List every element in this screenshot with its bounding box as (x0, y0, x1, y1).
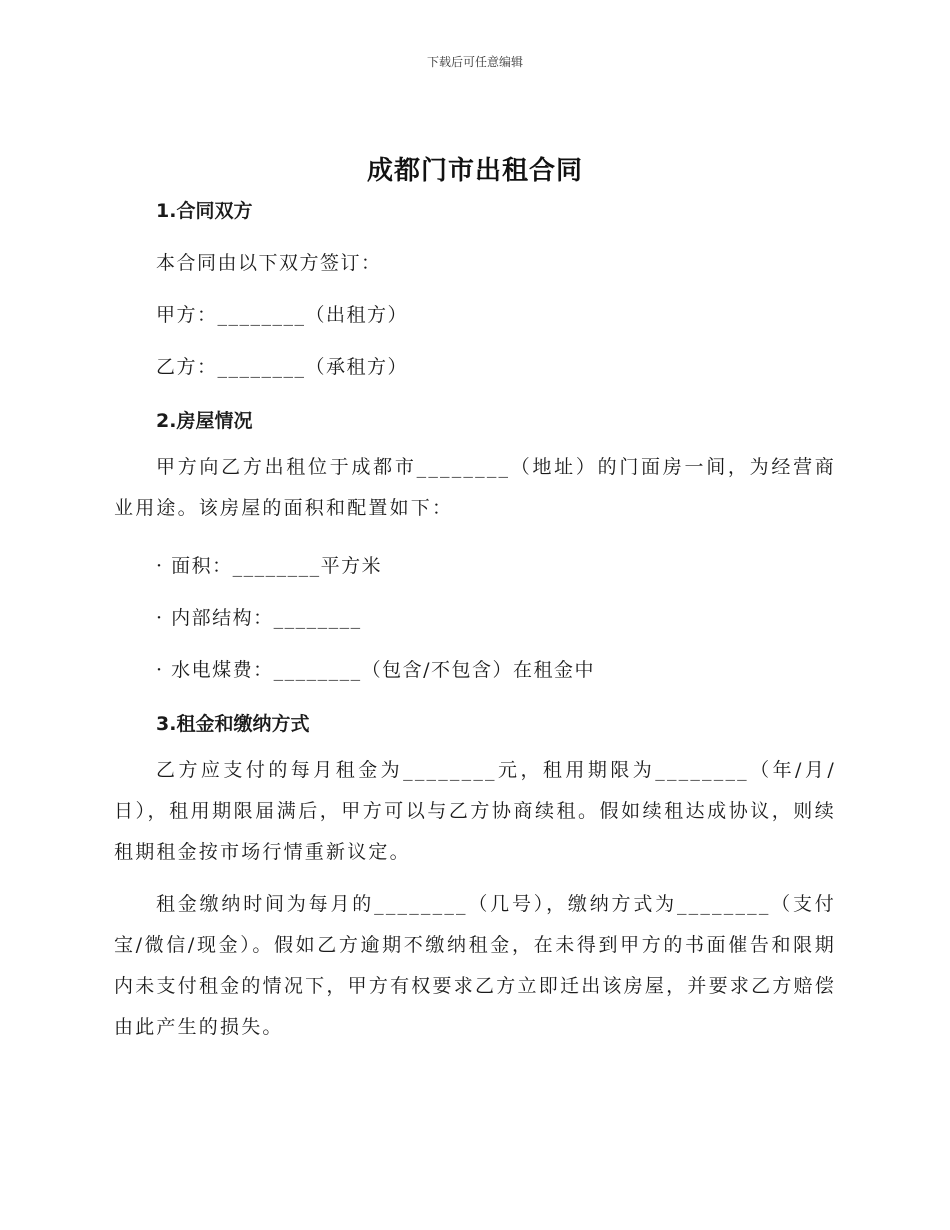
rent-paragraph: 乙方应支付的每月租金为________元，租用期限为________（年/月/日），租用期限届满后，甲方可以与乙方协商续租。假如续租达成协议，则续租期租金按市场行情重新议定。 (114, 759, 836, 863)
bullet-utilities: · 水电煤费：________（包含/不包含）在租金中 (156, 659, 595, 681)
header-note: 下载后可任意编辑 (426, 55, 523, 69)
section-heading-parties: 1.合同双方 (156, 200, 253, 222)
document-title: 成都门市出租合同 (366, 156, 583, 186)
payment-paragraph: 租金缴纳时间为每月的________（几号），缴纳方式为________（支付宝/微信/现金）。假如乙方逾期不缴纳租金，在未得到甲方的书面催告和限期内未支付租金的情况下，甲方有权要求乙方立即迁出该房屋，并要求乙方赔偿由此产生的损失。 (114, 893, 836, 1038)
parties-intro-line: 本合同由以下双方签订： (156, 252, 382, 274)
document-body (114, 196, 836, 1048)
party-b-line: 乙方：________（承租方） (156, 356, 409, 378)
section-heading-property: 2.房屋情况 (156, 410, 253, 432)
bullet-structure: · 内部结构：________ (156, 607, 362, 629)
party-a-line: 甲方：________（出租方） (156, 304, 409, 326)
property-paragraph: 甲方向乙方出租位于成都市________（地址）的门面房一间，为经营商业用途。该房屋的面积和配置如下： (114, 456, 836, 519)
bullet-area: · 面积：________平方米 (156, 555, 383, 577)
section-heading-rent: 3.租金和缴纳方式 (156, 713, 310, 735)
